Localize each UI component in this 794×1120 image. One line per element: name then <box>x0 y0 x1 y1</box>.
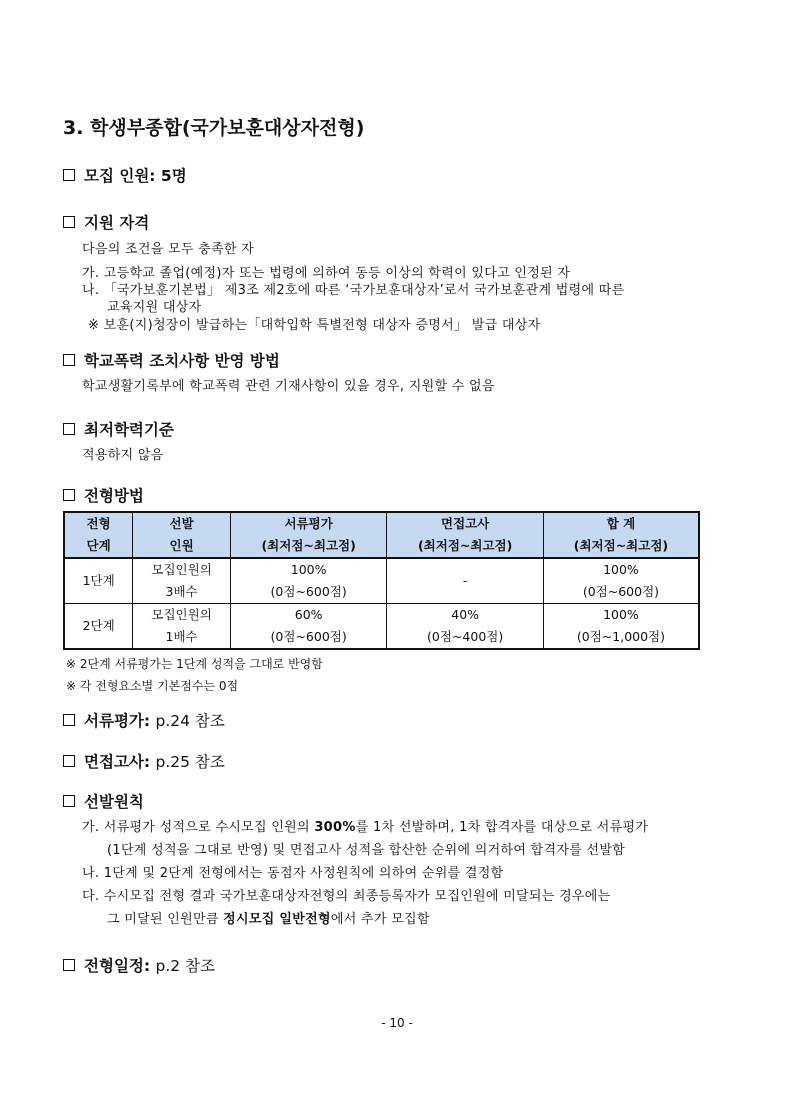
checkbox-icon <box>63 959 75 971</box>
list-item: 다. 수시모집 전형 결과 국가보훈대상자전형의 최종등록자가 모집인원에 미달되는 경우에는 <box>82 889 611 904</box>
cell: 100% (0점~600점) <box>543 558 699 604</box>
heading: 최저학력기준 <box>84 421 174 439</box>
section-violence <box>63 349 280 371</box>
heading: 선발원칙 <box>84 793 144 811</box>
checkbox-icon <box>63 489 75 501</box>
page-title: 3. 학생부종합(국가보훈대상자전형) <box>63 117 365 139</box>
label: 전형일정: <box>84 957 151 975</box>
text: 학교생활기록부에 학교폭력 관련 기재사항이 있을 경우, 지원할 수 없음 <box>82 379 495 394</box>
value: p.2 참조 <box>155 957 216 975</box>
cell: 60% (0점~600점) <box>230 604 387 650</box>
text: 적용하지 않음 <box>82 448 164 463</box>
checkbox-icon <box>63 755 75 767</box>
section-recruit <box>63 164 187 186</box>
cell: - <box>387 558 544 604</box>
method-table <box>63 511 700 650</box>
checkbox-icon <box>63 216 75 228</box>
heading: 학교폭력 조치사항 반영 방법 <box>84 352 280 370</box>
list-item: 가. 고등학교 졸업(예정)자 또는 법령에 의하여 동등 이상의 학력이 있다고 인정된 자 <box>82 266 571 281</box>
note: ※ 보훈(지)청장이 발급하는「대학입학 특별전형 대상자 증명서」 발급 대상자 <box>88 318 541 333</box>
cell: 100% (0점~1,000점) <box>543 604 699 650</box>
value: p.25 참조 <box>155 753 225 771</box>
cell: 모집인원의 3배수 <box>133 558 231 604</box>
section-doc-eval <box>63 709 225 731</box>
checkbox-icon <box>63 423 75 435</box>
section-minimum <box>63 418 174 440</box>
list-item: 나. 「국가보훈기본법」 제3조 제2호에 따른 ‘국가보훈대상자’로서 국가보훈관계 법령에 따른 <box>82 283 625 298</box>
cell: 40% (0점~400점) <box>387 604 544 650</box>
header-cell: 전형 단계 <box>64 512 133 558</box>
checkbox-icon <box>63 169 75 181</box>
label: 면접고사: <box>84 753 151 771</box>
note: ※ 각 전형요소별 기본점수는 0점 <box>66 679 239 693</box>
header-cell: 서류평가 (최저점~최고점) <box>230 512 387 558</box>
table-row <box>64 604 699 650</box>
page-number: - 10 - <box>381 1016 413 1030</box>
heading: 전형방법 <box>84 487 144 505</box>
cell: 2단계 <box>64 604 133 650</box>
list-item: 나. 1단계 및 2단계 전형에서는 동점자 사정원칙에 의하여 순위를 결정함 <box>82 866 504 881</box>
cell: 1단계 <box>64 558 133 604</box>
heading: 지원 자격 <box>84 214 150 232</box>
cell: 100% (0점~600점) <box>230 558 387 604</box>
value: 5명 <box>160 167 187 185</box>
label: 모집 인원: <box>84 167 156 185</box>
list-item: 교육지원 대상자 <box>107 300 202 315</box>
section-method <box>63 484 144 506</box>
value: p.24 참조 <box>155 712 225 730</box>
section-interview <box>63 750 225 772</box>
text: 다음의 조건을 모두 충족한 자 <box>82 242 255 257</box>
note: ※ 2단계 서류평가는 1단계 성적을 그대로 반영함 <box>66 657 323 671</box>
checkbox-icon <box>63 354 75 366</box>
label: 서류평가: <box>84 712 151 730</box>
section-schedule <box>63 954 215 976</box>
list-item: 가. 서류평가 성적으로 수시모집 인원의 300%를 1차 선발하며, 1차 합격자를 대상으로 서류평가 <box>82 820 649 835</box>
table-header-row <box>64 512 699 558</box>
checkbox-icon <box>63 795 75 807</box>
header-cell: 선발 인원 <box>133 512 231 558</box>
list-item: 그 미달된 인원만큼 정시모집 일반전형에서 추가 모집함 <box>107 912 430 927</box>
section-selection <box>63 790 144 812</box>
header-cell: 면접고사 (최저점~최고점) <box>387 512 544 558</box>
table-row <box>64 558 699 604</box>
cell: 모집인원의 1배수 <box>133 604 231 650</box>
checkbox-icon <box>63 714 75 726</box>
header-cell: 합 계 (최저점~최고점) <box>543 512 699 558</box>
list-item: (1단계 성적을 그대로 반영) 및 면접고사 성적을 합산한 순위에 의거하여 합격자를 선발함 <box>107 843 626 858</box>
section-eligibility <box>63 211 149 233</box>
